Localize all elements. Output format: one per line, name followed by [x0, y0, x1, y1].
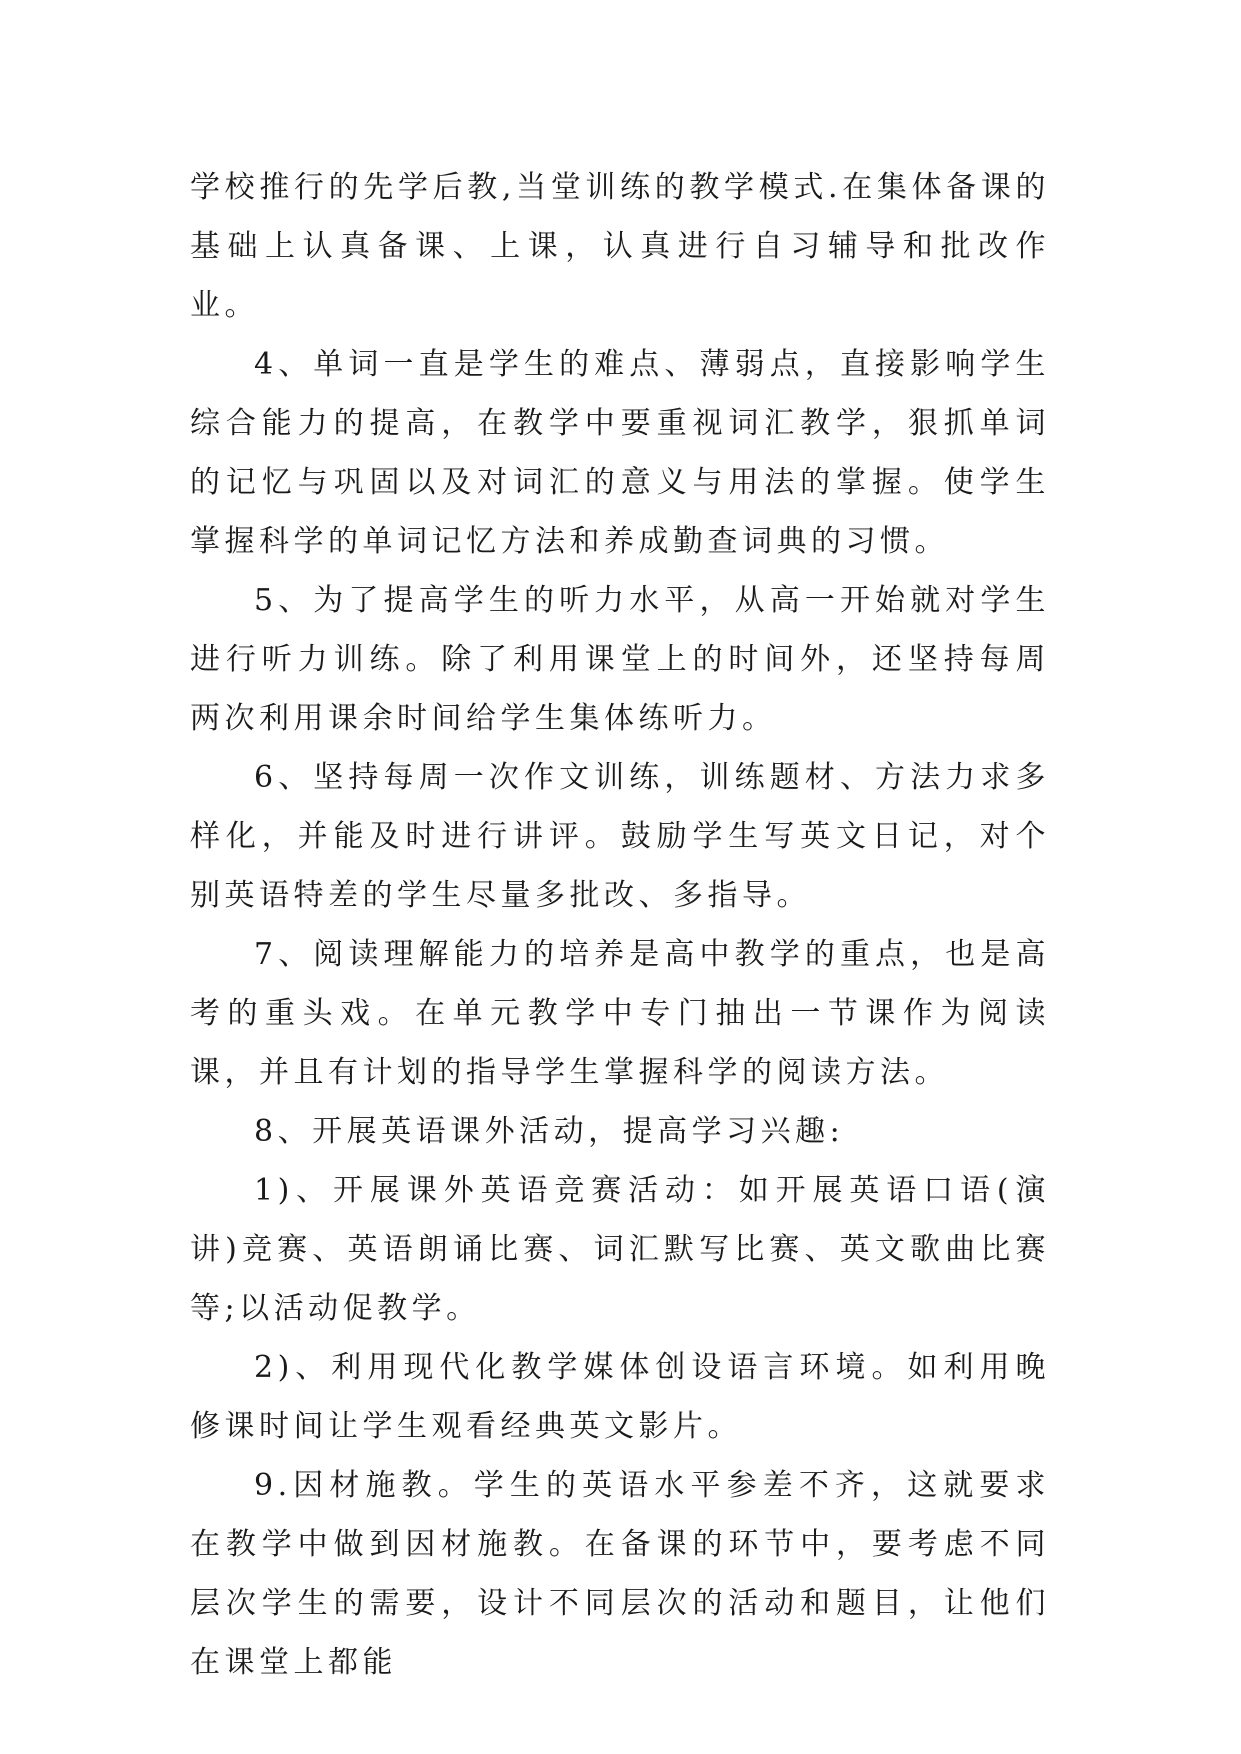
paragraph-subitem-2: 2)、利用现代化教学媒体创设语言环境。如利用晚修课时间让学生观看经典英文影片。	[190, 1350, 1050, 1444]
paragraph-subitem-1: 1)、开展课外英语竞赛活动：如开展英语口语(演讲)竞赛、英语朗诵比赛、词汇默写比赛、英文歌曲比赛等;以活动促教学。	[190, 1173, 1050, 1326]
paragraph-item-9: 9.因材施教。学生的英语水平参差不齐，这就要求在教学中做到因材施教。在备课的环节中，要考虑不同层次学生的需要，设计不同层次的活动和题目，让他们在课堂上都能	[190, 1468, 1050, 1680]
paragraph-item-4: 4、单词一直是学生的难点、薄弱点，直接影响学生综合能力的提高，在教学中要重视词汇教学，狠抓单词的记忆与巩固以及对词汇的意义与用法的掌握。使学生掌握科学的单词记忆方法和养成勤查词典的习惯。	[190, 347, 1050, 559]
paragraph-item-7: 7、阅读理解能力的培养是高中教学的重点，也是高考的重头戏。在单元教学中专门抽出一节课作为阅读课，并且有计划的指导学生掌握科学的阅读方法。	[190, 937, 1050, 1090]
paragraph-item-6: 6、坚持每周一次作文训练，训练题材、方法力求多样化，并能及时进行讲评。鼓励学生写英文日记，对个别英语特差的学生尽量多批改、多指导。	[190, 760, 1050, 913]
paragraph-item-5: 5、为了提高学生的听力水平，从高一开始就对学生进行听力训练。除了利用课堂上的时间外，还坚持每周两次利用课余时间给学生集体练听力。	[190, 583, 1050, 736]
paragraph-intro: 学校推行的先学后教,当堂训练的教学模式.在集体备课的基础上认真备课、上课，认真进行自习辅导和批改作业。	[190, 170, 1050, 323]
paragraph-item-8: 8、开展英语课外活动，提高学习兴趣:	[254, 1114, 845, 1149]
document-body	[190, 158, 1050, 1692]
